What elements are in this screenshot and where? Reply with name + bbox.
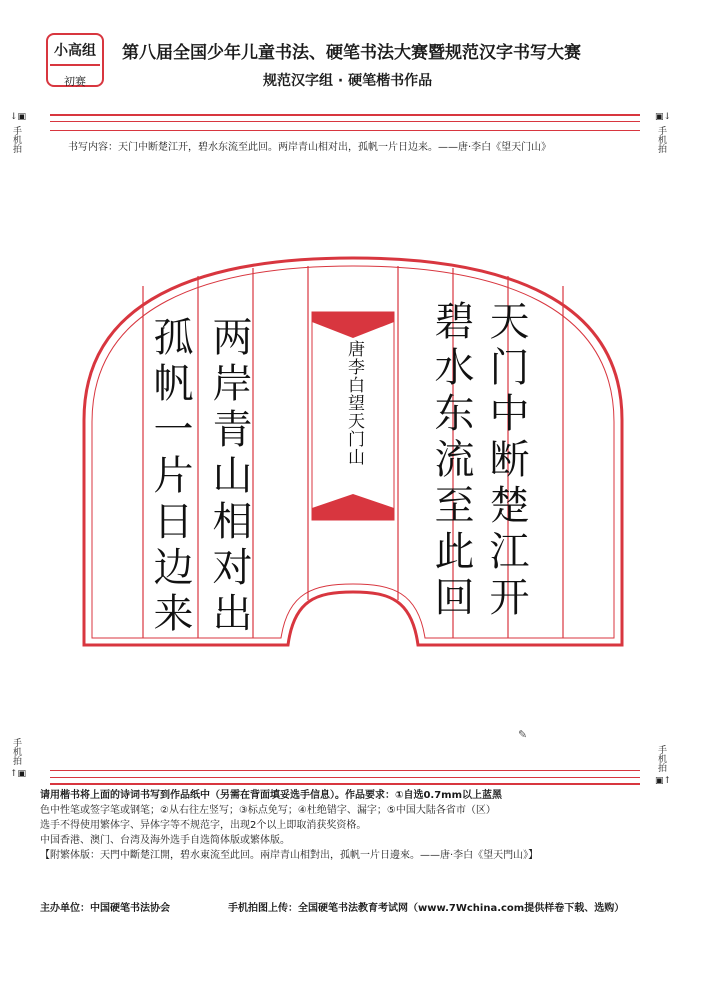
seal-bottom-ornament (312, 494, 394, 520)
instructions (40, 788, 660, 863)
signature: 唐李白望天门山 (344, 340, 364, 466)
camera-icon: ▣↑ (655, 776, 672, 786)
page-title: 第八届全国少年儿童书法、硬笔书法大赛暨规范汉字书写大赛 (122, 43, 581, 63)
group-label: 小高组 (54, 43, 96, 59)
upload-info: 手机拍图上传：全国硬笔书法教育考试网（www.7Wchina.com提供样卷下载、选购） (228, 903, 625, 914)
camera-icon: ↓▣ (10, 112, 27, 122)
svg-text:✎: ✎ (518, 728, 528, 741)
page-subtitle: 规范汉字组 · 硬笔楷书作品 (263, 73, 433, 89)
camera-icon: ▣↓ (655, 112, 672, 122)
organizer: 主办单位：中国硬笔书法协会 (40, 903, 170, 914)
poem-column-4: 孤帆一片日边来 (147, 316, 193, 638)
bottom-rule-thin-2 (50, 777, 640, 778)
poem-column-2: 碧水东流至此回 (428, 300, 474, 622)
bottom-rule (50, 783, 640, 785)
instructions-line-3: 选手不得使用繁体字、异体字等不规范字，出现2个以上即取消获奖资格。 (40, 820, 367, 831)
seal-top-ornament (312, 312, 394, 338)
content-line: 书写内容：天门中断楚江开，碧水东流至此回。两岸青山相对出，孤帆一片日边来。——唐·李白《望天门山》 (68, 142, 552, 153)
bottom-rule-thin (50, 770, 640, 771)
instructions-line-5: 【附繁体版：天門中斷楚江開，碧水東流至此回。兩岸青山相對出，孤帆一片日邊來。——唐·李白《望天門山》】 (40, 850, 539, 861)
side-label: 手机拍 (656, 745, 666, 772)
side-label: 手机拍 (656, 126, 666, 153)
side-label: 手机拍 (11, 738, 21, 765)
stage-label: 初赛 (64, 75, 86, 88)
camera-icon: ↑▣ (10, 769, 27, 779)
instructions-line-4: 中国香港、澳门、台湾及海外选手自选简体版或繁体版。 (40, 835, 290, 846)
instructions-line-1: 请用楷书将上面的诗词书写到作品纸中（另需在背面填妥选手信息）。作品要求：①自选0.7mm以上蓝黑 (40, 790, 503, 801)
side-label: 手机拍 (11, 126, 21, 153)
poem-column-1: 天门中断楚江开 (483, 300, 529, 622)
instructions-line-2: 色中性笔或签字笔或钢笔；②从右往左竖写；③标点免写；④杜绝错字、漏字；⑤中国大陆各省市（区） (40, 805, 496, 816)
poem-column-3: 两岸青山相对出 (206, 316, 252, 638)
